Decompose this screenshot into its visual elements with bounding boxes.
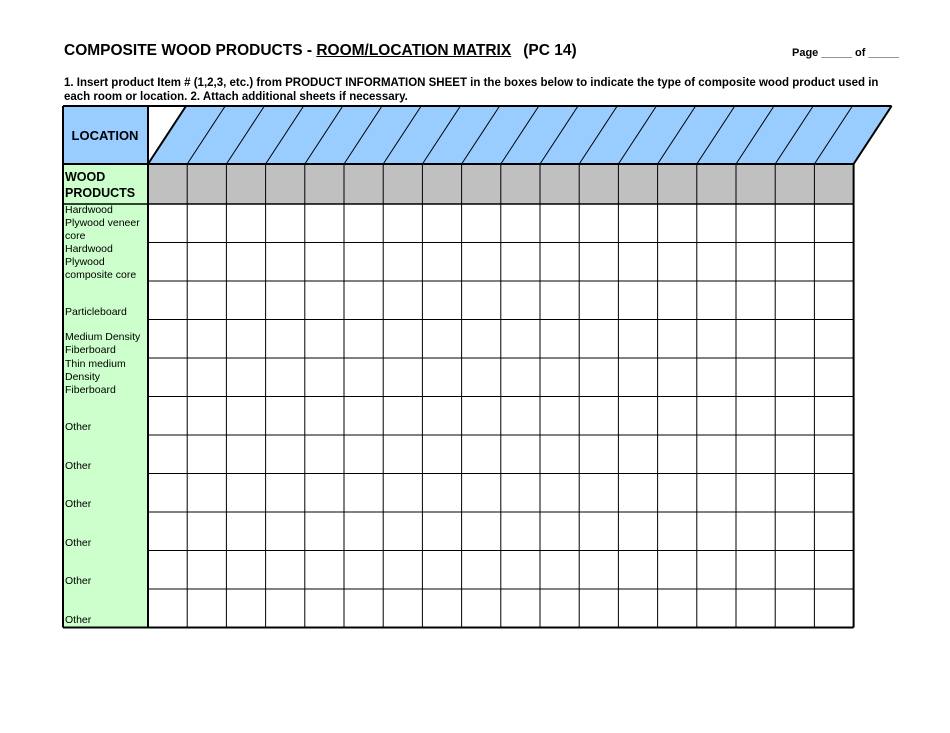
wood-products-label: WOOD PRODUCTS (65, 170, 136, 200)
matrix-cell[interactable] (698, 398, 735, 435)
matrix-cell[interactable] (698, 513, 735, 550)
matrix-cell[interactable] (737, 398, 774, 435)
matrix-cell[interactable] (541, 475, 578, 512)
matrix-cell[interactable] (149, 282, 186, 319)
matrix-cell[interactable] (345, 282, 382, 319)
instructions: 1. Insert product Item # (1,2,3, etc.) from PRODUCT INFORMATION SHEET in the boxes below to indicate the type of composite wood product used in each room or location. 2. Attach additional sheets if necessary. (64, 77, 879, 103)
matrix-cell[interactable] (227, 436, 264, 473)
matrix-cell[interactable] (541, 244, 578, 281)
matrix-cell[interactable] (423, 282, 460, 319)
matrix-cell[interactable] (541, 590, 578, 627)
matrix-cell[interactable] (149, 513, 186, 550)
matrix-cell[interactable] (345, 552, 382, 589)
matrix-cell[interactable] (698, 590, 735, 627)
matrix-cell[interactable] (227, 552, 264, 589)
location-column-header[interactable] (482, 108, 519, 162)
matrix-cell[interactable] (659, 321, 696, 358)
matrix-cell[interactable] (149, 475, 186, 512)
matrix-cell[interactable] (659, 513, 696, 550)
matrix-cell[interactable] (698, 282, 735, 319)
matrix-cell[interactable] (776, 321, 813, 358)
matrix-cell[interactable] (423, 398, 460, 435)
matrix-cell[interactable] (384, 282, 421, 319)
matrix-cell[interactable] (737, 321, 774, 358)
matrix-cell[interactable] (188, 590, 225, 627)
matrix-cell[interactable] (815, 282, 852, 319)
matrix-cell[interactable] (619, 321, 656, 358)
matrix-cell[interactable] (306, 590, 343, 627)
matrix-cell[interactable] (815, 513, 852, 550)
matrix-cell[interactable] (659, 436, 696, 473)
matrix-cell[interactable] (698, 359, 735, 396)
matrix-cell[interactable] (267, 398, 304, 435)
matrix-cell[interactable] (423, 205, 460, 242)
matrix-cell[interactable] (306, 244, 343, 281)
location-column-header[interactable] (834, 108, 871, 162)
matrix-cell[interactable] (149, 359, 186, 396)
matrix-cell[interactable] (776, 436, 813, 473)
matrix-cell[interactable] (306, 552, 343, 589)
matrix-cell[interactable] (149, 552, 186, 589)
matrix-cell[interactable] (619, 475, 656, 512)
title-underlined: ROOM/LOCATION MATRIX (316, 42, 512, 59)
matrix-cell[interactable] (227, 475, 264, 512)
matrix-cell[interactable] (267, 552, 304, 589)
matrix-cell[interactable] (227, 244, 264, 281)
matrix-cell[interactable] (227, 321, 264, 358)
matrix-cell[interactable] (267, 359, 304, 396)
matrix-cell[interactable] (502, 244, 539, 281)
matrix-cell[interactable] (502, 282, 539, 319)
matrix-cell[interactable] (815, 321, 852, 358)
location-column-header[interactable] (560, 108, 597, 162)
location-column-header[interactable] (246, 108, 283, 162)
matrix-cell[interactable] (149, 398, 186, 435)
matrix-cell[interactable] (463, 244, 500, 281)
matrix-cell[interactable] (306, 321, 343, 358)
matrix-cell[interactable] (502, 398, 539, 435)
location-column-header[interactable] (325, 108, 362, 162)
matrix-cell[interactable] (423, 359, 460, 396)
matrix-cell[interactable] (267, 475, 304, 512)
location-column-header[interactable] (442, 108, 479, 162)
matrix-cell[interactable] (737, 436, 774, 473)
matrix-cell[interactable] (384, 359, 421, 396)
matrix-cell[interactable] (384, 321, 421, 358)
matrix-cell[interactable] (306, 398, 343, 435)
matrix-cell[interactable] (698, 205, 735, 242)
row-label: Thin medium Density Fiberboard (65, 358, 126, 396)
matrix-cell[interactable] (659, 244, 696, 281)
matrix-cell[interactable] (463, 398, 500, 435)
location-column-header[interactable] (638, 108, 675, 162)
location-column-header[interactable] (599, 108, 636, 162)
matrix-cell[interactable] (815, 475, 852, 512)
matrix-cell[interactable] (188, 359, 225, 396)
matrix-cell[interactable] (619, 552, 656, 589)
matrix-cell[interactable] (580, 359, 617, 396)
matrix-cell[interactable] (267, 436, 304, 473)
matrix-cell[interactable] (619, 398, 656, 435)
matrix-cell[interactable] (423, 590, 460, 627)
matrix-cell[interactable] (659, 205, 696, 242)
matrix-cell[interactable] (267, 321, 304, 358)
matrix-cell[interactable] (815, 398, 852, 435)
matrix-cell[interactable] (580, 436, 617, 473)
matrix-cell[interactable] (502, 205, 539, 242)
matrix-cell[interactable] (815, 552, 852, 589)
matrix-cell[interactable] (188, 513, 225, 550)
matrix-cell[interactable] (659, 475, 696, 512)
matrix-cell[interactable] (384, 244, 421, 281)
matrix-cell[interactable] (737, 244, 774, 281)
matrix-cell[interactable] (463, 321, 500, 358)
matrix-cell[interactable] (345, 244, 382, 281)
matrix-cell[interactable] (463, 205, 500, 242)
matrix-cell[interactable] (267, 513, 304, 550)
location-column-header[interactable] (678, 108, 715, 162)
matrix-cell[interactable] (188, 398, 225, 435)
matrix-cell[interactable] (188, 205, 225, 242)
matrix-cell[interactable] (737, 359, 774, 396)
matrix-cell[interactable] (737, 205, 774, 242)
matrix-cell[interactable] (423, 513, 460, 550)
matrix-cell[interactable] (776, 359, 813, 396)
matrix-cell[interactable] (306, 282, 343, 319)
matrix-cell[interactable] (227, 282, 264, 319)
matrix-cell[interactable] (227, 359, 264, 396)
matrix-cell[interactable] (619, 513, 656, 550)
matrix-cell[interactable] (227, 205, 264, 242)
matrix-cell[interactable] (580, 205, 617, 242)
matrix-cell[interactable] (737, 282, 774, 319)
matrix-cell[interactable] (463, 552, 500, 589)
matrix-cell[interactable] (149, 205, 186, 242)
matrix-cell[interactable] (502, 436, 539, 473)
matrix-cell[interactable] (149, 321, 186, 358)
title-prefix: COMPOSITE WOOD PRODUCTS - (64, 42, 312, 59)
matrix-cell[interactable] (737, 475, 774, 512)
matrix-cell[interactable] (776, 590, 813, 627)
matrix-cell[interactable] (541, 359, 578, 396)
location-column-header[interactable] (286, 108, 323, 162)
matrix-cell[interactable] (463, 282, 500, 319)
matrix-cell[interactable] (306, 359, 343, 396)
matrix-cell[interactable] (463, 436, 500, 473)
location-column-header[interactable] (403, 108, 440, 162)
matrix-cell[interactable] (815, 244, 852, 281)
matrix-cell[interactable] (384, 513, 421, 550)
matrix-cell[interactable] (659, 282, 696, 319)
matrix-cell[interactable] (659, 552, 696, 589)
matrix-cell[interactable] (619, 205, 656, 242)
matrix-cell[interactable] (502, 321, 539, 358)
matrix-cell[interactable] (423, 321, 460, 358)
location-column-header[interactable] (364, 108, 401, 162)
matrix-cell[interactable] (815, 590, 852, 627)
matrix-cell[interactable] (580, 398, 617, 435)
matrix-cell[interactable] (659, 398, 696, 435)
matrix-cell[interactable] (541, 513, 578, 550)
matrix-cell[interactable] (815, 205, 852, 242)
matrix-cell[interactable] (306, 513, 343, 550)
matrix-cell[interactable] (384, 205, 421, 242)
location-label: LOCATION (71, 127, 139, 143)
matrix-cell[interactable] (580, 244, 617, 281)
matrix-cell[interactable] (463, 513, 500, 550)
matrix-cell[interactable] (149, 590, 186, 627)
matrix-cell[interactable] (188, 244, 225, 281)
matrix-cell[interactable] (345, 436, 382, 473)
matrix-cell[interactable] (580, 321, 617, 358)
matrix-cell[interactable] (541, 436, 578, 473)
matrix-cell[interactable] (776, 244, 813, 281)
matrix-cell[interactable] (541, 398, 578, 435)
matrix-cell[interactable] (502, 552, 539, 589)
row-label: Hardwood Plywood composite core (65, 242, 137, 281)
matrix-cell[interactable] (149, 436, 186, 473)
location-column-header[interactable] (521, 108, 558, 162)
location-column-header[interactable] (756, 108, 793, 162)
location-column-header[interactable] (795, 108, 832, 162)
row-label: Hardwood Plywood veneer core (65, 204, 140, 242)
matrix-cell[interactable] (776, 475, 813, 512)
matrix-cell[interactable] (619, 282, 656, 319)
matrix-cell[interactable] (619, 359, 656, 396)
matrix-cell[interactable] (815, 436, 852, 473)
location-column-header[interactable] (168, 108, 205, 162)
matrix-cell[interactable] (580, 590, 617, 627)
row-label: Other (65, 613, 92, 626)
matrix-cell[interactable] (423, 475, 460, 512)
matrix-cell[interactable] (188, 552, 225, 589)
row-label: Particleboard (65, 305, 127, 318)
matrix-cell[interactable] (776, 205, 813, 242)
matrix-cell[interactable] (737, 552, 774, 589)
matrix-cell[interactable] (267, 282, 304, 319)
matrix-cell[interactable] (345, 205, 382, 242)
matrix-cell[interactable] (384, 436, 421, 473)
matrix-cell[interactable] (580, 475, 617, 512)
row-label: Other (65, 575, 92, 587)
matrix-cell[interactable] (267, 244, 304, 281)
matrix-cell[interactable] (384, 552, 421, 589)
matrix-cell[interactable] (619, 436, 656, 473)
matrix-cell[interactable] (698, 244, 735, 281)
matrix-cell[interactable] (345, 513, 382, 550)
matrix-cell[interactable] (776, 552, 813, 589)
matrix-cell[interactable] (345, 475, 382, 512)
matrix-cell[interactable] (227, 398, 264, 435)
matrix-cell[interactable] (306, 475, 343, 512)
matrix-cell[interactable] (698, 436, 735, 473)
location-column-header[interactable] (717, 108, 754, 162)
matrix-cell[interactable] (580, 282, 617, 319)
row-label: Other (65, 459, 92, 472)
matrix-cell[interactable] (541, 552, 578, 589)
matrix-cell[interactable] (306, 205, 343, 242)
row-label: Other (65, 498, 92, 510)
matrix-cell[interactable] (188, 436, 225, 473)
matrix-cell[interactable] (267, 590, 304, 627)
matrix-cell[interactable] (502, 590, 539, 627)
matrix-cell[interactable] (698, 552, 735, 589)
matrix-cell[interactable] (776, 513, 813, 550)
matrix-cell[interactable] (737, 590, 774, 627)
row-label: Medium Density Fiberboard (65, 331, 141, 356)
matrix-cell[interactable] (659, 590, 696, 627)
matrix-cell[interactable] (659, 359, 696, 396)
matrix-cell[interactable] (580, 552, 617, 589)
matrix-cell[interactable] (502, 359, 539, 396)
matrix-cell[interactable] (463, 475, 500, 512)
matrix-cell[interactable] (188, 282, 225, 319)
matrix-cell[interactable] (345, 398, 382, 435)
page-number-field[interactable]: Page _____ of _____ (792, 47, 900, 59)
matrix-cell[interactable] (267, 205, 304, 242)
matrix-cell[interactable] (776, 398, 813, 435)
matrix-cell[interactable] (502, 475, 539, 512)
matrix-cell[interactable] (698, 475, 735, 512)
matrix-cell[interactable] (423, 552, 460, 589)
row-label: Other (65, 421, 92, 433)
matrix-cell[interactable] (345, 359, 382, 396)
matrix-cell[interactable] (188, 475, 225, 512)
matrix-cell[interactable] (619, 590, 656, 627)
matrix-cell[interactable] (463, 590, 500, 627)
matrix-cell[interactable] (345, 321, 382, 358)
title-code: (PC 14) (523, 42, 577, 59)
location-column-header[interactable] (207, 108, 244, 162)
matrix-cell[interactable] (737, 513, 774, 550)
matrix-cell[interactable] (384, 590, 421, 627)
matrix-cell[interactable] (188, 321, 225, 358)
matrix-cell[interactable] (619, 244, 656, 281)
matrix-cell[interactable] (149, 244, 186, 281)
matrix-cell[interactable] (227, 590, 264, 627)
matrix-cell[interactable] (541, 205, 578, 242)
matrix-cell[interactable] (541, 321, 578, 358)
matrix-cell[interactable] (502, 513, 539, 550)
matrix-cell[interactable] (384, 398, 421, 435)
row-label: Other (65, 536, 92, 549)
matrix-cell[interactable] (541, 282, 578, 319)
matrix-cell[interactable] (423, 436, 460, 473)
matrix-cell[interactable] (423, 244, 460, 281)
matrix-cell[interactable] (580, 513, 617, 550)
matrix-cell[interactable] (384, 475, 421, 512)
matrix-cell[interactable] (815, 359, 852, 396)
matrix-cell[interactable] (227, 513, 264, 550)
matrix-cell[interactable] (306, 436, 343, 473)
matrix-cell[interactable] (776, 282, 813, 319)
matrix-cell[interactable] (463, 359, 500, 396)
matrix-cell[interactable] (345, 590, 382, 627)
matrix-cell[interactable] (698, 321, 735, 358)
